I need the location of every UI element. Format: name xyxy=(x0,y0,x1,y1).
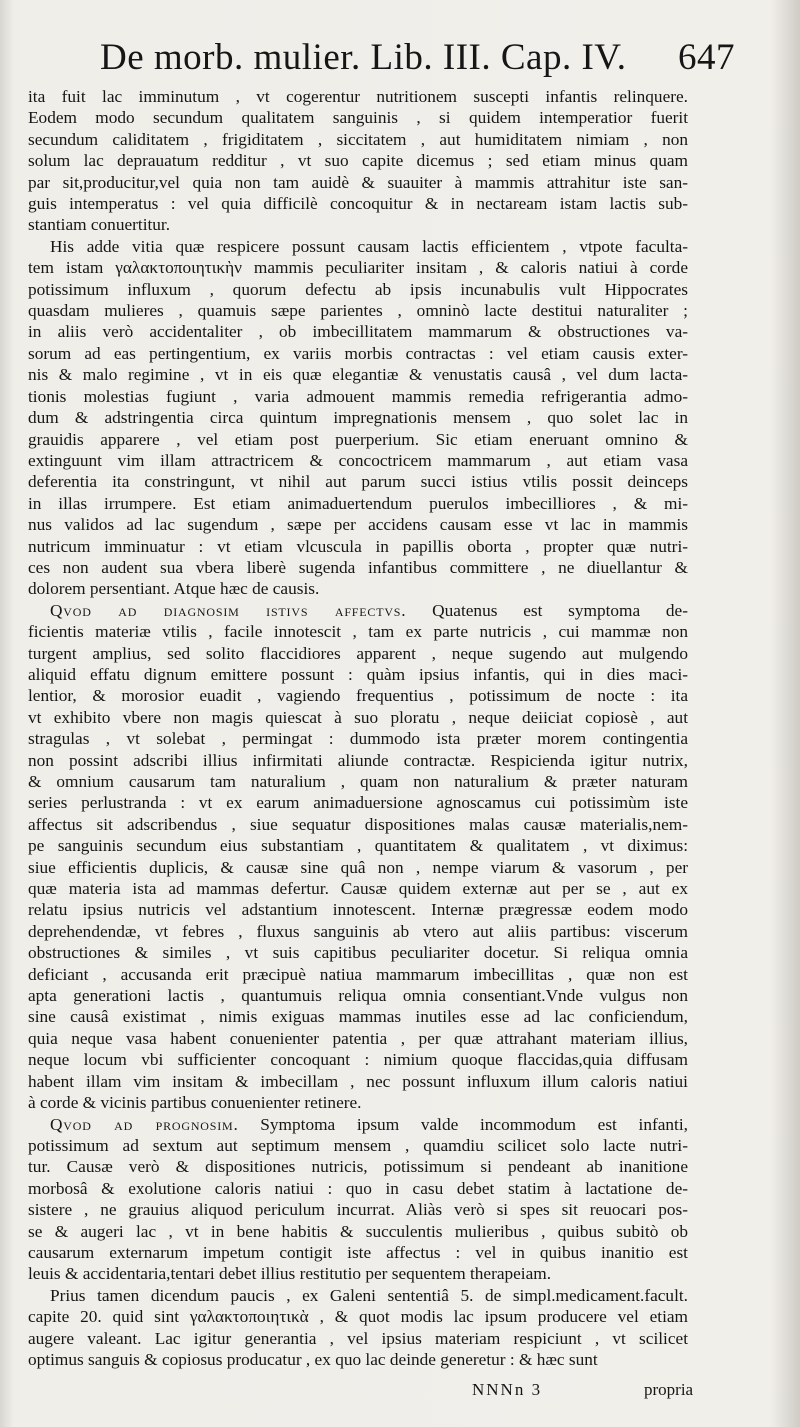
line-text: sine causâ existimat , nimis exiguas mammas inutiles esse ad lac conficiendum, xyxy=(28,1007,688,1027)
text-line xyxy=(28,792,688,813)
text-line xyxy=(28,300,688,321)
text-line xyxy=(28,236,688,257)
line-text: potissimum ad sextum aut septimum mensem , quamdiu scilicet solo lacte nutri- xyxy=(28,1135,688,1155)
text-line xyxy=(28,1328,688,1349)
text-line xyxy=(28,600,688,621)
text-line xyxy=(28,1306,688,1327)
line-text: capite 20. quid sint γαλακτοποιητικὰ , & quot modis lac ipsum producere vel etiam xyxy=(28,1307,688,1327)
text-line xyxy=(28,429,688,450)
text-line xyxy=(28,878,688,899)
line-text: stantiam conuertitur. xyxy=(28,215,171,235)
line-text: aliquid effatu dignum emittere possunt : quàm ipsius infantis, qui in dies maci- xyxy=(28,664,688,684)
text-line xyxy=(28,1006,688,1027)
line-text: siue efficientis duplicis, & causæ sine quâ non , nempe viarum & vasorum , per xyxy=(28,857,688,877)
text-line xyxy=(28,1178,688,1199)
line-text: potissimum influxum , quorum defectu ab ipsis incunabulis vult Hippocrates xyxy=(28,279,688,299)
line-text: par sit,producitur,vel quia non tam auidè & suauiter à mammis attrahitur iste san- xyxy=(28,172,688,192)
running-title: De morb. mulier. Lib. III. Cap. IV. xyxy=(100,37,627,78)
line-text: sistere , ne grauius aliquod periculum incurrat. Aliàs verò si spes sit reuocari pos- xyxy=(28,1200,688,1220)
line-text: dolorem persentiant. Atque hæc de causis. xyxy=(28,579,320,599)
text-line xyxy=(28,1285,688,1306)
line-text: optimus sanguis & copiosus producatur , ex quo lac deinde generetur : & hæc sunt xyxy=(28,1349,598,1369)
line-text: Symptoma ipsum valde incommodum est infanti, xyxy=(238,1114,688,1134)
line-text: non possint adscribi illius infirmitati aliunde contractæ. Respicienda igitur nutrix, xyxy=(28,750,688,770)
line-text: relatu ipsius nutricis vel adstantium innotescent. Internæ prægressæ eodem modo xyxy=(28,900,688,920)
line-text: deferentia ita constringunt, vt nihil aut parum succi istius vtilis possit deinceps xyxy=(28,472,688,492)
text-line xyxy=(28,343,688,364)
line-text: & omnium causarum tam naturalium , quam non naturalium & præter naturam xyxy=(28,772,688,791)
paragraph xyxy=(28,86,688,236)
body-text xyxy=(28,86,688,1370)
text-line xyxy=(28,685,688,706)
text-line xyxy=(28,1221,688,1242)
text-line xyxy=(28,407,688,428)
line-text: turgent amplius, sed solito flaccidiores apparent , neque sugendo aut mulgendo xyxy=(28,643,688,663)
text-line xyxy=(28,536,688,557)
text-line xyxy=(28,1092,688,1113)
text-line xyxy=(28,1349,688,1370)
text-line xyxy=(28,493,688,514)
line-text: deprehendendæ, vt febres , fluxus sanguinis ab vtero aut aliis partibus: viscerum xyxy=(28,921,688,941)
text-line xyxy=(28,1263,688,1284)
text-line xyxy=(28,279,688,300)
catchword: propria xyxy=(644,1380,694,1399)
line-text: secundum caliditatem , frigiditatem , siccitatem , aut humiditatem nimiam , non xyxy=(28,129,688,149)
line-text: ficientis materiæ vtilis , facile innotescit , tam ex parte nutricis , cui mammæ non xyxy=(28,622,688,642)
line-text: neque locum vbi sufficienter concoquant : nimium quoque flaccidas,quia diffusam xyxy=(28,1050,688,1070)
line-text: Quatenus est symptoma de- xyxy=(406,600,688,620)
line-text: affectus sit adscribendus , siue sequatur dispositiones malas causæ materialis,nem- xyxy=(28,814,688,834)
line-text: tionis molestias fugiunt , varia admouent mammis remedia refrigerantia admo- xyxy=(28,386,688,406)
line-text: His adde vitia quæ respicere possunt causam lactis efficientem , vtpote faculta- xyxy=(50,236,688,256)
text-line xyxy=(28,899,688,920)
line-text: grauidis apparere , vel etiam post puerperium. Sic etiam eneruant omnino & xyxy=(28,429,688,449)
text-line xyxy=(28,1049,688,1070)
line-text: à corde & vicinis partibus conuenienter retinere. xyxy=(28,1093,362,1113)
section-lead: Qvod ad diagnosim istivs affectvs. xyxy=(50,600,407,620)
line-text: leuis & accidentaria,tentari debet illius restitutio per sequentem therapeiam. xyxy=(28,1264,552,1284)
line-text: quasdam mulieres , quamuis sæpe parientes , omninò lacte destitui naturaliter ; xyxy=(28,301,688,321)
text-line xyxy=(28,193,688,214)
text-line xyxy=(28,1135,688,1156)
line-text: nis & malo regimine , vt in eis quæ elegantiæ & venustatis causâ , vel dum lacta- xyxy=(28,365,688,385)
paragraph xyxy=(28,1114,688,1285)
line-text: habent illam vim insitam & imbecillam , nec possunt influxum illum caloris natiui xyxy=(28,1071,688,1091)
text-line xyxy=(28,364,688,385)
text-line xyxy=(28,942,688,963)
line-text: quia neque vasa habent conuenienter patentia , per quæ attrahant materiam illius, xyxy=(28,1028,688,1048)
line-text: quæ materia ista ad mammas defertur. Causæ quidem externæ aut per se , aut ex xyxy=(28,879,688,899)
line-text: guis intemperatus : vel quia difficilè concoquitur & in nectaream istam lactis sub- xyxy=(28,194,688,214)
text-line xyxy=(28,257,688,278)
text-line xyxy=(28,150,688,171)
text-line xyxy=(28,107,688,128)
section-lead: Qvod ad prognosim. xyxy=(50,1114,239,1134)
line-text: causarum externarum impetum contigit iste affectus : vel in quibus inanitio est xyxy=(28,1242,688,1262)
line-text: tem istam γαλακτοποιητικὴν mammis peculiariter insitam , & caloris natiui à corde xyxy=(28,258,688,278)
line-text: pe sanguinis secundum eius substantiam , quantitatem & qualitatem , vt diximus: xyxy=(28,836,688,856)
text-line xyxy=(28,643,688,664)
line-text: Prius tamen dicendum paucis , ex Galeni sententiâ 5. de simpl.medicament.facult. xyxy=(50,1285,688,1305)
text-line xyxy=(28,1028,688,1049)
line-text: dum & adstringentia circa quintum impregnationis mensem , quo solet lac in xyxy=(28,408,688,428)
text-line xyxy=(28,514,688,535)
text-line xyxy=(28,321,688,342)
text-line xyxy=(28,386,688,407)
line-text: solum lac deprauatum redditur , vt suo capite dicemus ; sed etiam minus quam xyxy=(28,151,688,171)
text-line xyxy=(28,814,688,835)
signature-mark: NNNn 3 xyxy=(472,1380,543,1399)
line-text: nus validos ad lac sugendum , sæpe per accidens causam esse vt lac in mammis xyxy=(28,515,688,535)
line-text: sorum ad eas pertingentium, ex variis morbis contractas : vel etiam causis exter- xyxy=(28,343,688,363)
line-text: vt exhibito vbere non magis quiescat à suo ploratu , neque deiiciat copiosè , aut xyxy=(28,707,688,727)
text-line xyxy=(28,964,688,985)
paragraph xyxy=(28,236,688,600)
text-line xyxy=(28,450,688,471)
line-text: Eodem modo secundum qualitatem sanguinis , si quidem intemperatior fuerit xyxy=(28,108,688,128)
page-header xyxy=(100,36,735,84)
text-line xyxy=(28,557,688,578)
text-line xyxy=(28,621,688,642)
text-line xyxy=(28,857,688,878)
line-text: stragulas , vt solebat , permingat : dummodo ista præter morem contingentia xyxy=(28,729,688,749)
text-line xyxy=(28,172,688,193)
text-line xyxy=(28,750,688,771)
line-text: extinguunt vim illam attractricem & concoctricem mammarum , aut etiam vasa xyxy=(28,450,688,470)
line-text: morbosâ & exolutione caloris natiui : quo in casu debet statim à lactatione de- xyxy=(28,1178,688,1198)
line-text: se & augeri lac , vt in bene habitis & succulentis mulieribus , quibus subitò ob xyxy=(28,1221,688,1241)
text-line xyxy=(28,86,688,107)
text-line xyxy=(28,1114,688,1135)
text-line xyxy=(28,835,688,856)
text-line xyxy=(28,1242,688,1263)
text-line xyxy=(28,1199,688,1220)
text-line xyxy=(28,214,688,235)
text-line xyxy=(28,728,688,749)
line-text: apta generationi lactis , quantumuis reliqua omnia consentiant.Vnde vulgus non xyxy=(28,986,688,1006)
text-line xyxy=(28,129,688,150)
line-text: augere valeant. Lac igitur generantia , vel ipsius materiam respiciunt , vt scilicet xyxy=(28,1328,688,1348)
page-footer xyxy=(472,1380,702,1406)
text-line xyxy=(28,578,688,599)
text-line xyxy=(28,471,688,492)
line-text: series perlustranda : vt ex earum animaduersione agnoscamus cui potissimùm iste xyxy=(28,793,688,813)
line-text: in aliis verò accidentaliter , ob imbecillitatem mammarum & obstructiones va- xyxy=(28,322,688,342)
text-line xyxy=(28,921,688,942)
line-text: in illas irrumpere. Est etiam animaduertendum puerulos imbecilliores , & mi- xyxy=(28,493,688,513)
line-text: deficiant , accusanda erit præcipuè natiua mammarum imbecillitas , quæ non est xyxy=(28,964,688,984)
line-text: ces non audent sua vbera liberè sugenda infantibus committere , ne diuellantur & xyxy=(28,557,688,577)
line-text: tur. Causæ verò & dispositiones nutricis, potissimum si pendeant ab inanitione xyxy=(28,1157,688,1177)
line-text: ita fuit lac imminutum , vt cogerentur nutritionem suscepti infantis relinquere. xyxy=(28,87,688,106)
text-line xyxy=(28,1156,688,1177)
text-line xyxy=(28,985,688,1006)
paragraph xyxy=(28,1285,688,1371)
paragraph xyxy=(28,600,688,1114)
text-line xyxy=(28,1071,688,1092)
line-text: nutricum imminuatur : vt etiam vlcuscula in papillis oborta , propter quæ nutri- xyxy=(28,536,688,556)
text-line xyxy=(28,707,688,728)
line-text: lentior, & morosior euadit , vagiendo frequentius , potissimum de nocte : ita xyxy=(28,686,688,706)
text-line xyxy=(28,664,688,685)
text-line xyxy=(28,771,688,792)
page-number: 647 xyxy=(678,37,735,78)
line-text: obstructiones & similes , vt suis capitibus peculiariter docetur. Si reliqua omnia xyxy=(28,943,688,963)
